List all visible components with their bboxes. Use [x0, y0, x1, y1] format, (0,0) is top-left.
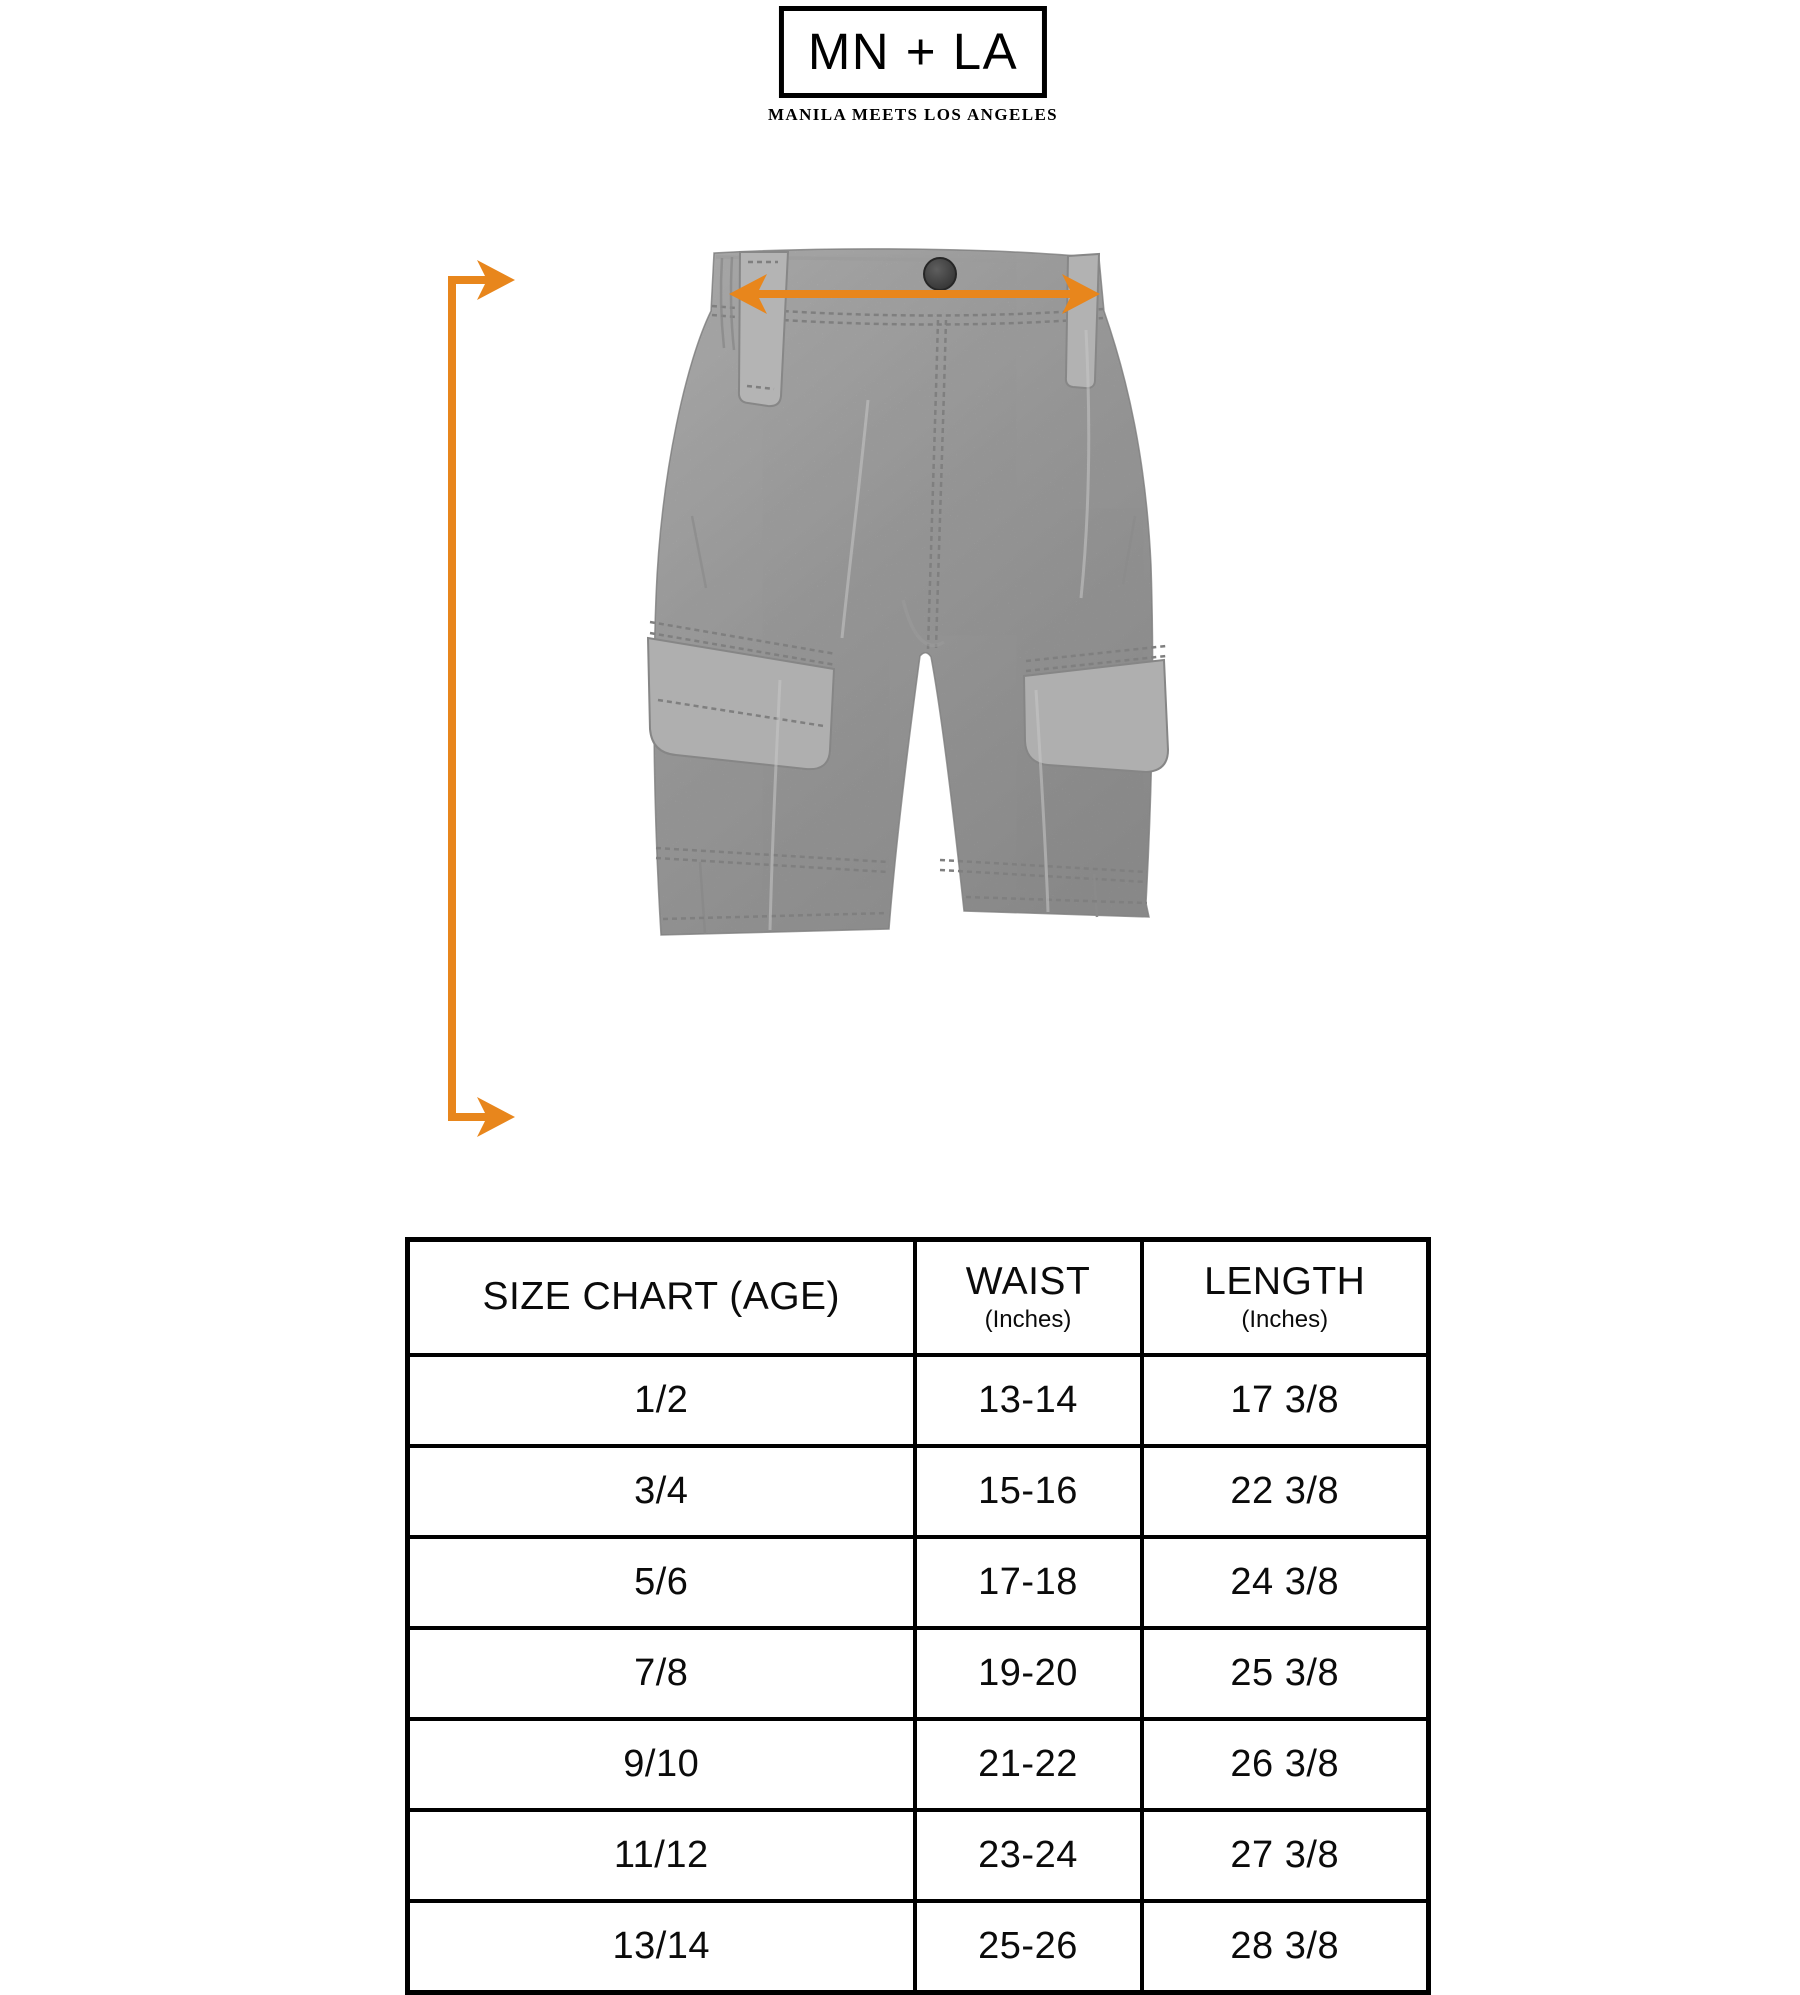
pants-button: [924, 258, 956, 290]
length-arrow: [448, 260, 515, 1137]
size-cell: 11/12: [408, 1810, 915, 1901]
size-cell: 3/4: [408, 1446, 915, 1537]
table-row: [408, 1810, 1429, 1901]
waist-cell: 21-22: [915, 1719, 1142, 1810]
brand-tagline: MANILA MEETS LOS ANGELES: [767, 105, 1059, 124]
col-header-waist-label: WAIST: [965, 1259, 1091, 1303]
col-header-length-unit: (Inches): [1241, 1306, 1329, 1334]
size-cell: 5/6: [408, 1537, 915, 1628]
waist-cell: 13-14: [915, 1355, 1142, 1446]
col-header-length: [1142, 1240, 1429, 1356]
pants-image: [600, 230, 1200, 970]
length-cell: 28 3/8: [1142, 1901, 1429, 1993]
size-cell: 7/8: [408, 1628, 915, 1719]
length-cell: 25 3/8: [1142, 1628, 1429, 1719]
length-cell: 27 3/8: [1142, 1810, 1429, 1901]
waist-cell: 25-26: [915, 1901, 1142, 1993]
table-header-row: [408, 1240, 1429, 1356]
col-header-size: [408, 1240, 915, 1356]
col-header-waist: [915, 1240, 1142, 1356]
col-header-length-label: LENGTH: [1204, 1259, 1366, 1303]
waist-cell: 19-20: [915, 1628, 1142, 1719]
table-row: [408, 1628, 1429, 1719]
col-header-waist-unit: (Inches): [984, 1306, 1072, 1334]
size-cell: 1/2: [408, 1355, 915, 1446]
table-row: [408, 1719, 1429, 1810]
size-chart-table: [405, 1237, 1431, 1995]
length-cell: 17 3/8: [1142, 1355, 1429, 1446]
waist-cell: 15-16: [915, 1446, 1142, 1537]
col-header-size-label: SIZE CHART (AGE): [482, 1275, 841, 1319]
table-row: [408, 1355, 1429, 1446]
waist-cell: 23-24: [915, 1810, 1142, 1901]
table-row: [408, 1537, 1429, 1628]
length-cell: 22 3/8: [1142, 1446, 1429, 1537]
table-row: [408, 1901, 1429, 1993]
size-cell: 13/14: [408, 1901, 915, 1993]
length-cell: 24 3/8: [1142, 1537, 1429, 1628]
length-cell: 26 3/8: [1142, 1719, 1429, 1810]
size-cell: 9/10: [408, 1719, 915, 1810]
table-row: [408, 1446, 1429, 1537]
brand-logo-text: MN + LA: [807, 22, 1019, 80]
waist-cell: 17-18: [915, 1537, 1142, 1628]
